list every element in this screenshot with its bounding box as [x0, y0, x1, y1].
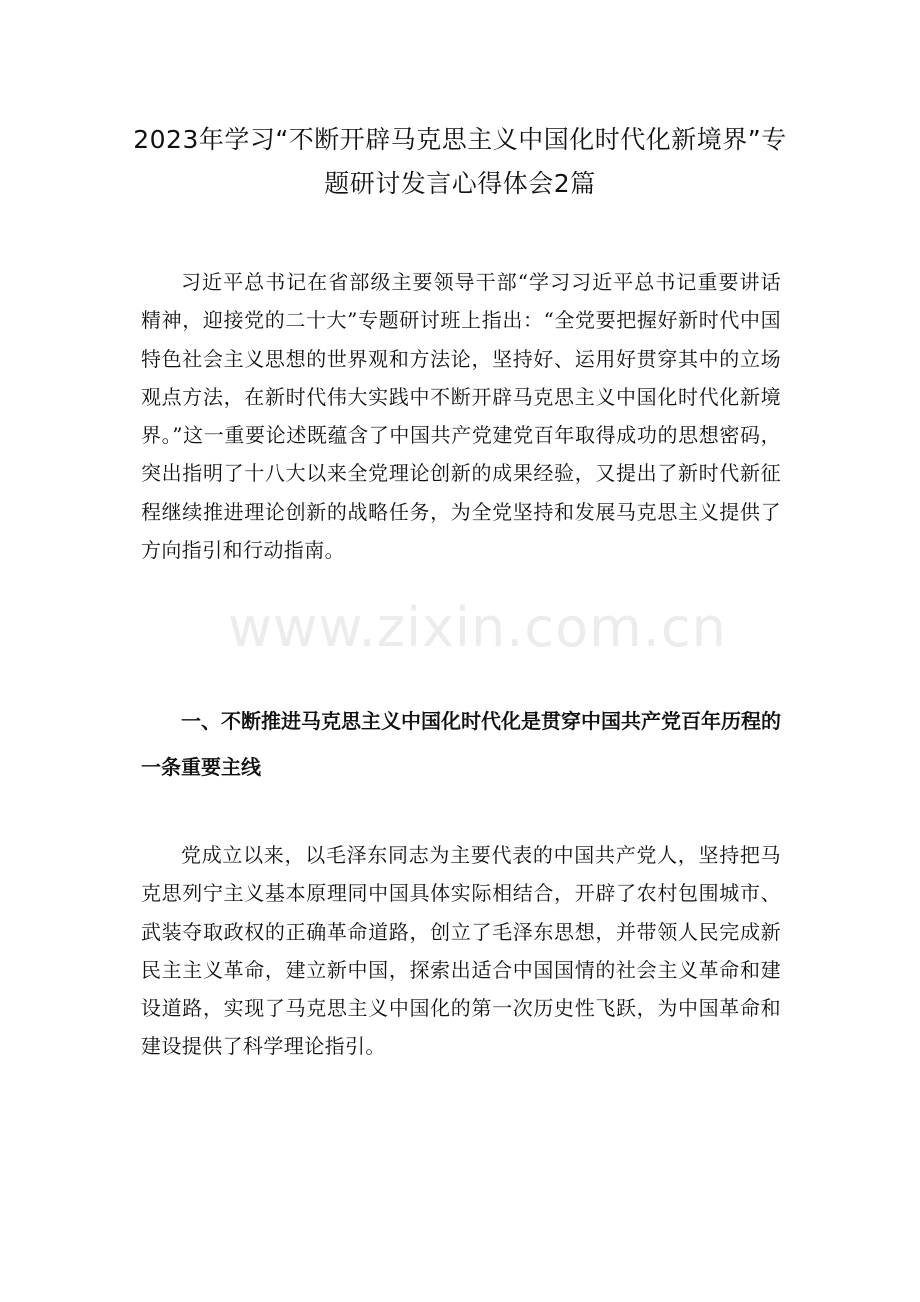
body-paragraph: 习近平总书记在省部级主要领导干部“学习习近平总书记重要讲话精神，迎接党的二十大”专题研讨班上指出：“全党要把握好新时代中国特色社会主义思想的世界观和方法论，坚持好、运用好贯穿其中的立场观点方法，在新时代伟大实践中不断开辟马克思主义中国化时代化新境界。”这一重要论述既蕴含了中国共产党建党百年取得成功的思想密码，突出指明了十八大以来全党理论创新的成果经验，又提出了新时代新征程继续推进理论创新的战略任务，为全党坚持和发展马克思主义提供了方向指引和行动指南。: [141, 270, 781, 563]
body-paragraph: 党成立以来，以毛泽东同志为主要代表的中国共产党人，坚持把马克思列宁主义基本原理同中国具体实际相结合，开辟了农村包围城市、武装夺取政权的正确革命道路，创立了毛泽东思想，并带领人民完成新民主主义革命，建立新中国，探索出适合中国国情的社会主义革命和建设道路，实现了马克思主义中国化的第一次历史性飞跃，为中国革命和建设提供了科学理论指引。: [141, 843, 781, 1059]
watermark: www.zixin.com.cn: [228, 596, 727, 659]
document-title: 2023年学习“不断开辟马克思主义中国化时代化新境界”专题研讨发言心得体会2篇: [133, 125, 787, 198]
section-heading: 一、不断推进马克思主义中国化时代化是贯穿中国共产党百年历程的一条重要主线: [141, 709, 781, 779]
